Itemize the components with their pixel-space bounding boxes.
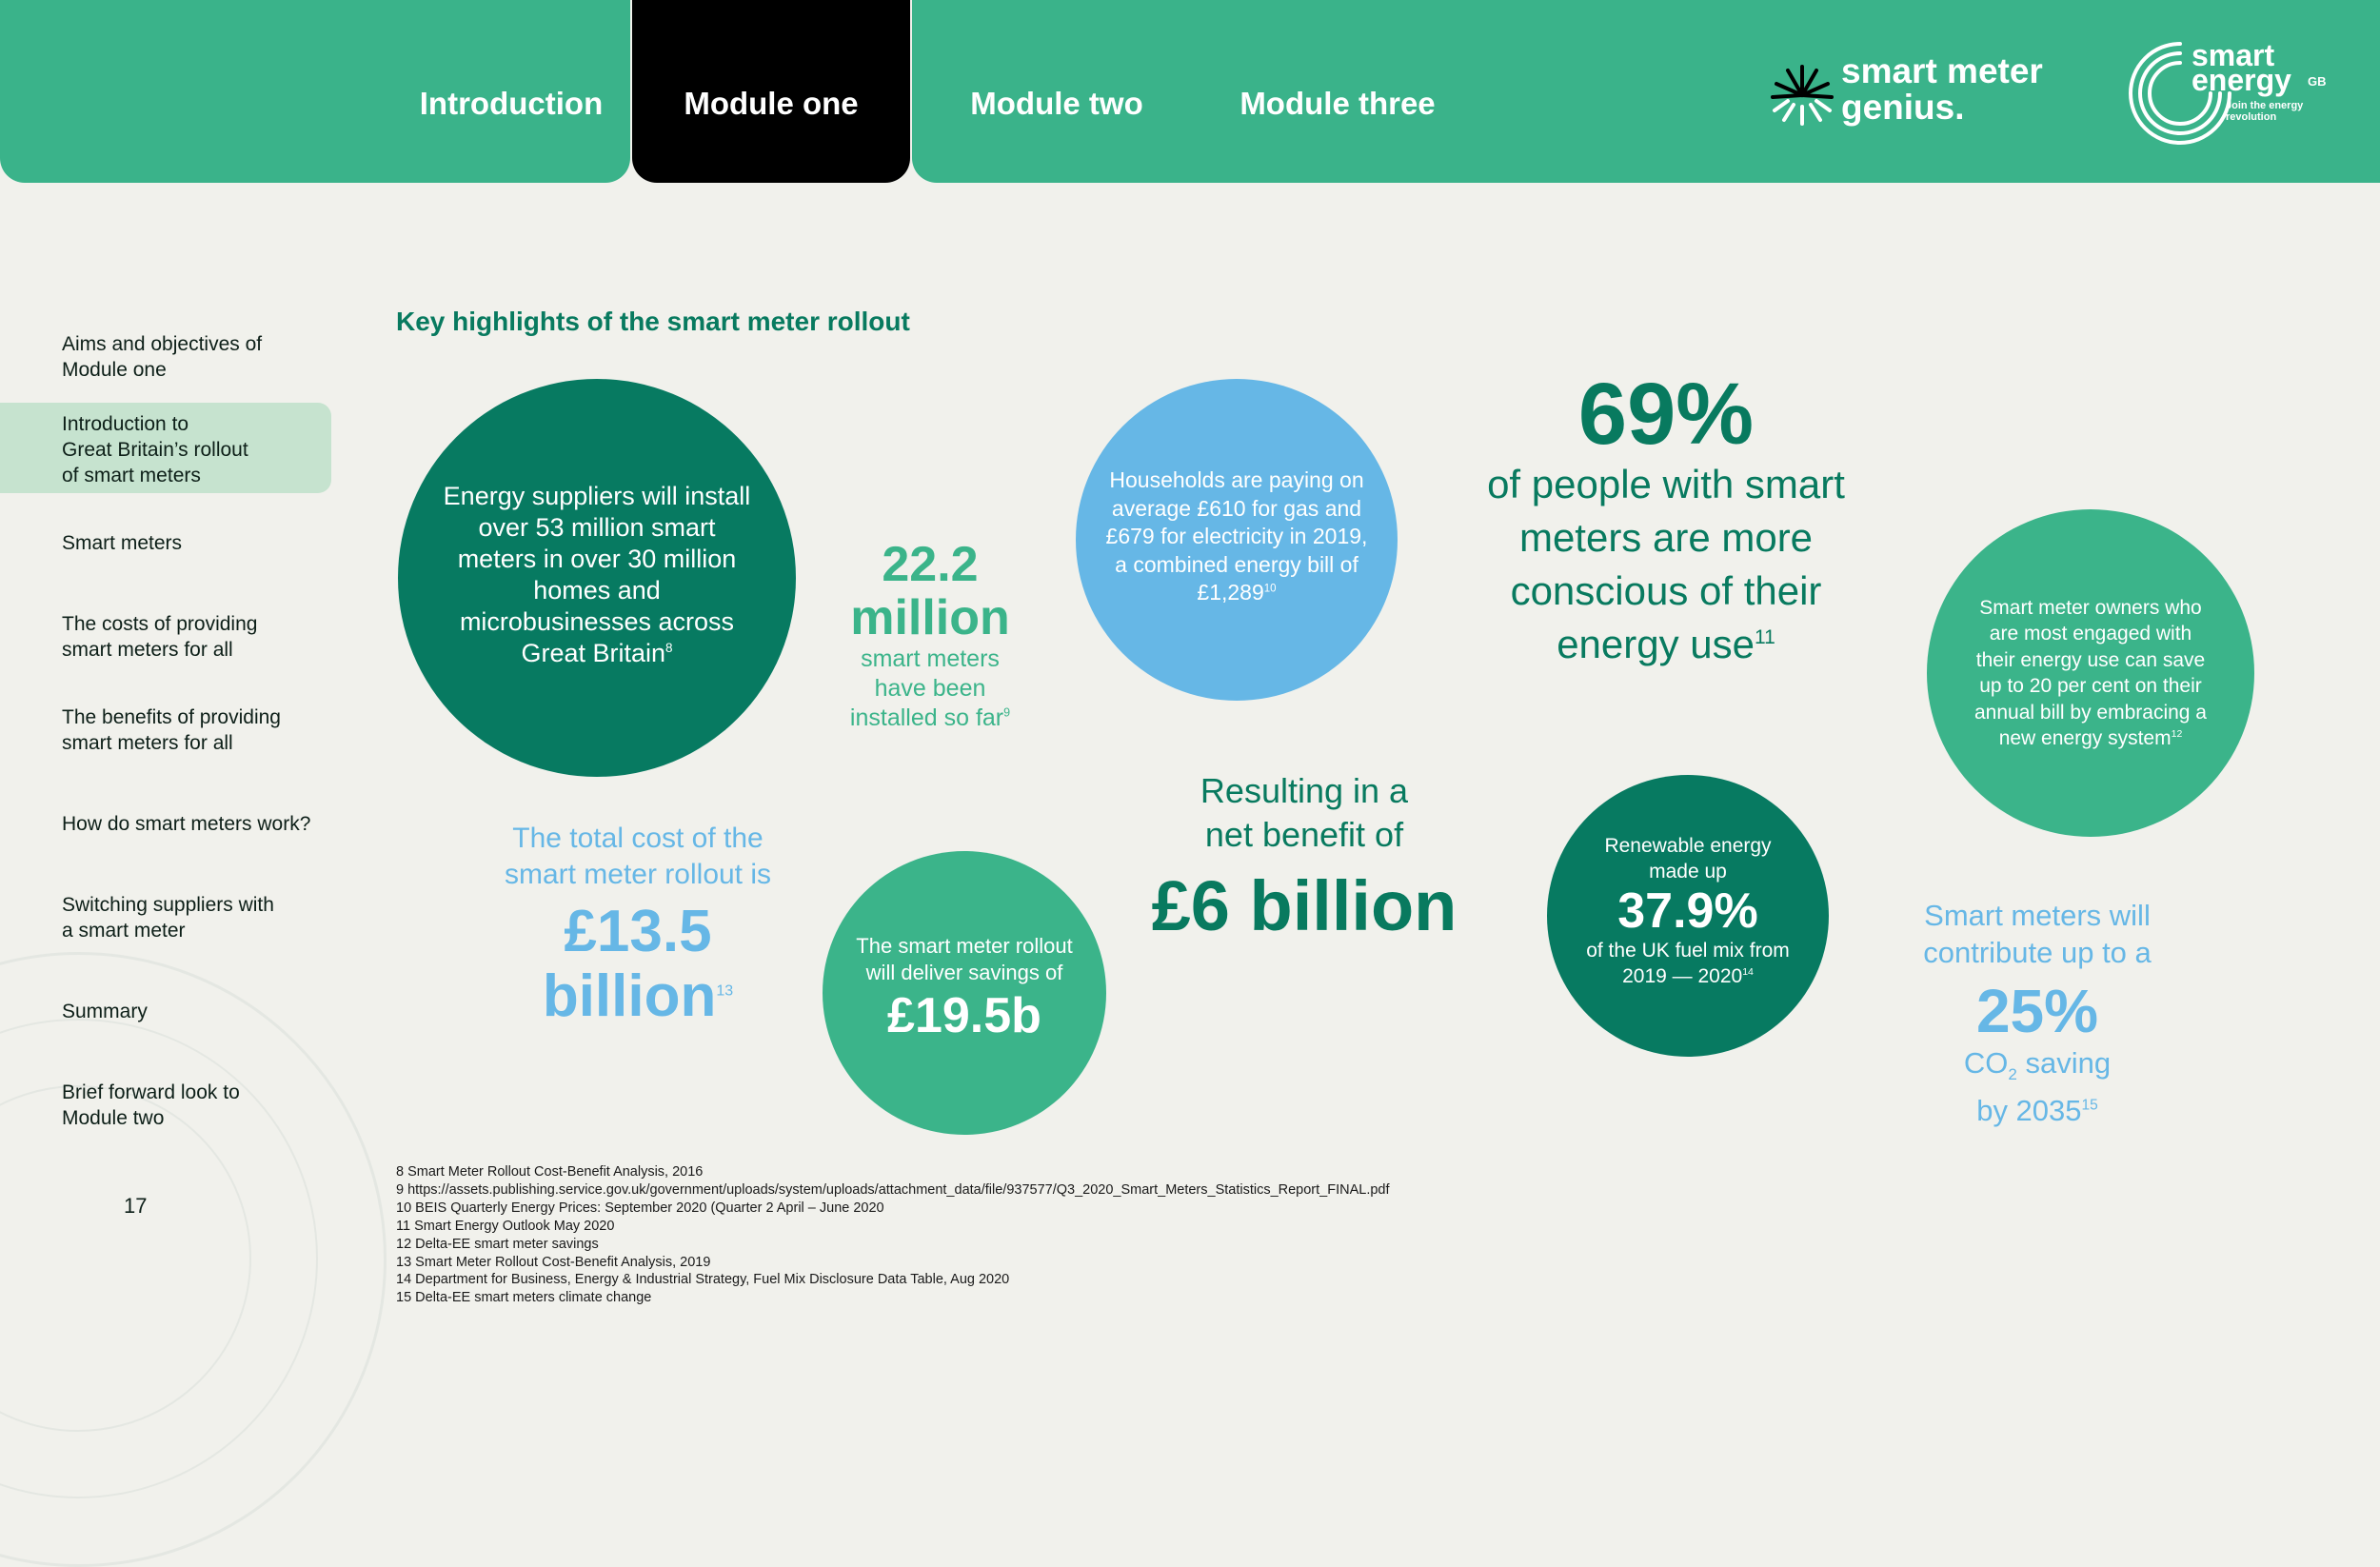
footnote-link[interactable]: 9 https://assets.publishing.service.gov.uk/government/uploads/system/uploads/attachment_data/file/937577/Q3_2020_Smart_Meters_Statistics_Report_FINAL.pdf: [396, 1181, 1390, 1198]
savings-circle: [823, 851, 1106, 1135]
footnote: 8 Smart Meter Rollout Cost-Benefit Analysis, 2016: [396, 1164, 704, 1180]
households-circle: [1076, 379, 1398, 701]
logo-energy-tagline2: revolution: [2226, 111, 2277, 123]
footnote: 12 Delta-EE smart meter savings: [396, 1236, 599, 1252]
net-benefit-value: £6 billion: [1151, 866, 1458, 945]
suppliers-text: Energy suppliers will install over 53 million smart meters in over 30 million homes and microbusinesses across Great Britain$^8$: [443, 482, 751, 667]
owners-circle: [1927, 509, 2254, 837]
renewable-text-1: Renewable energy made up: [1604, 835, 1772, 883]
tab-introduction-label: Introduction: [419, 86, 604, 121]
renewable-circle: [1547, 775, 1829, 1057]
installed-value-2: million: [850, 590, 1010, 645]
owners-text: Smart meter owners who are most engaged with their energy use can save up to 20 per cent on their annual bill by embracing a new energy system$^{12}$: [1974, 596, 2207, 749]
page-title: Key highlights of the smart meter rollout: [396, 307, 910, 336]
tab-module-one-label: Module one: [684, 86, 859, 121]
net-benefit-stat: [1104, 769, 1504, 952]
conscious-value: 69%: [1577, 366, 1755, 463]
logo-genius-line2: genius.: [1841, 88, 1965, 127]
tab-module-one[interactable]: [632, 0, 910, 183]
footnote: 10 BEIS Quarterly Energy Prices: September 2020 (Quarter 2 April – June 2020: [396, 1200, 884, 1216]
sidebar-item-benefits[interactable]: The benefits of providing smart meters for all: [62, 706, 281, 754]
sidebar-item-smart-meters[interactable]: Smart meters: [62, 532, 183, 554]
installed-value-1: 22.2: [882, 537, 979, 592]
sidebar-item-forward-look[interactable]: Brief forward look to Module two: [62, 1081, 240, 1129]
total-cost-value-1: £13.5: [564, 899, 712, 964]
tab-module-three-label: Module three: [1240, 86, 1436, 121]
co2-text: Smart meters will contribute up to a: [1923, 899, 2152, 969]
tab-module-two[interactable]: [942, 0, 1171, 183]
tab-module-two-label: Module two: [970, 86, 1143, 121]
sidebar-item-how-work[interactable]: How do smart meters work?: [62, 813, 311, 835]
logo-energy-gb: GB: [2308, 74, 2327, 89]
sidebar-item-introduction[interactable]: Introduction to Great Britain’s rollout of smart meters: [62, 413, 248, 486]
total-cost-text: The total cost of the smart meter rollout is: [504, 823, 772, 890]
total-cost-value-2: billion$^{13}$: [542, 963, 734, 1029]
footnote: 15 Delta-EE smart meters climate change: [396, 1290, 652, 1306]
suppliers-circle: [398, 379, 796, 777]
footnotes: [396, 1163, 1390, 1307]
smart-energy-gb-logo[interactable]: [2123, 36, 2342, 150]
logo-genius-line1: smart meter: [1841, 51, 2043, 90]
conscious-text: of people with smart meters are more conscious of their energy use$^{11}$: [1487, 462, 1845, 666]
co2-stat: [1894, 897, 2180, 1129]
renewable-value: 37.9%: [1617, 883, 1758, 939]
households-text: Households are paying on average £610 for gas and £679 for electricity in 2019, a combined energy bill of £1,289$^{10}$: [1105, 467, 1368, 605]
co2-by: by 2035$^{15}$: [1976, 1094, 2098, 1128]
savings-text: The smart meter rollout will deliver savings of: [856, 934, 1073, 984]
logo-energy-tagline1: Join the energy: [2226, 100, 2304, 111]
sidebar-item-summary[interactable]: Summary: [62, 1001, 148, 1022]
tab-module-three[interactable]: [1219, 0, 1457, 183]
renewable-text-2: of the UK fuel mix from 2019 — 2020$^{14}$: [1586, 940, 1790, 987]
sidebar-item-switching[interactable]: Switching suppliers with a smart meter: [62, 894, 274, 942]
net-benefit-text: Resulting in a net benefit of: [1200, 771, 1409, 854]
footnote: 11 Smart Energy Outlook May 2020: [396, 1218, 615, 1234]
logo-energy-line2: energy: [2192, 63, 2291, 97]
co2-value: 25%: [1975, 977, 2099, 1045]
footnote: 13 Smart Meter Rollout Cost-Benefit Analysis, 2019: [396, 1254, 711, 1270]
smart-meter-genius-logo[interactable]: [1769, 50, 2073, 135]
tab-introduction[interactable]: [362, 0, 628, 183]
logo-energy-line1: smart: [2192, 38, 2275, 72]
page-number: 17: [124, 1194, 148, 1218]
savings-value: £19.5b: [887, 988, 1041, 1043]
starburst-icon: [1769, 61, 1835, 128]
sidebar-item-aims[interactable]: Aims and objectives of Module one: [62, 333, 263, 381]
footnote: 14 Department for Business, Energy & Industrial Strategy, Fuel Mix Disclosure Data Table, Aug 2020: [396, 1272, 1010, 1288]
installed-stat: [811, 538, 1049, 733]
installed-text: smart meters have been installed so far$^9$: [849, 645, 1011, 731]
sidebar-item-costs[interactable]: The costs of providing smart meters for all: [62, 613, 258, 661]
co2-saving: $CO_2$ saving: [1963, 1046, 2112, 1084]
conscious-stat: [1428, 367, 1904, 671]
total-cost-stat: [476, 821, 800, 1028]
